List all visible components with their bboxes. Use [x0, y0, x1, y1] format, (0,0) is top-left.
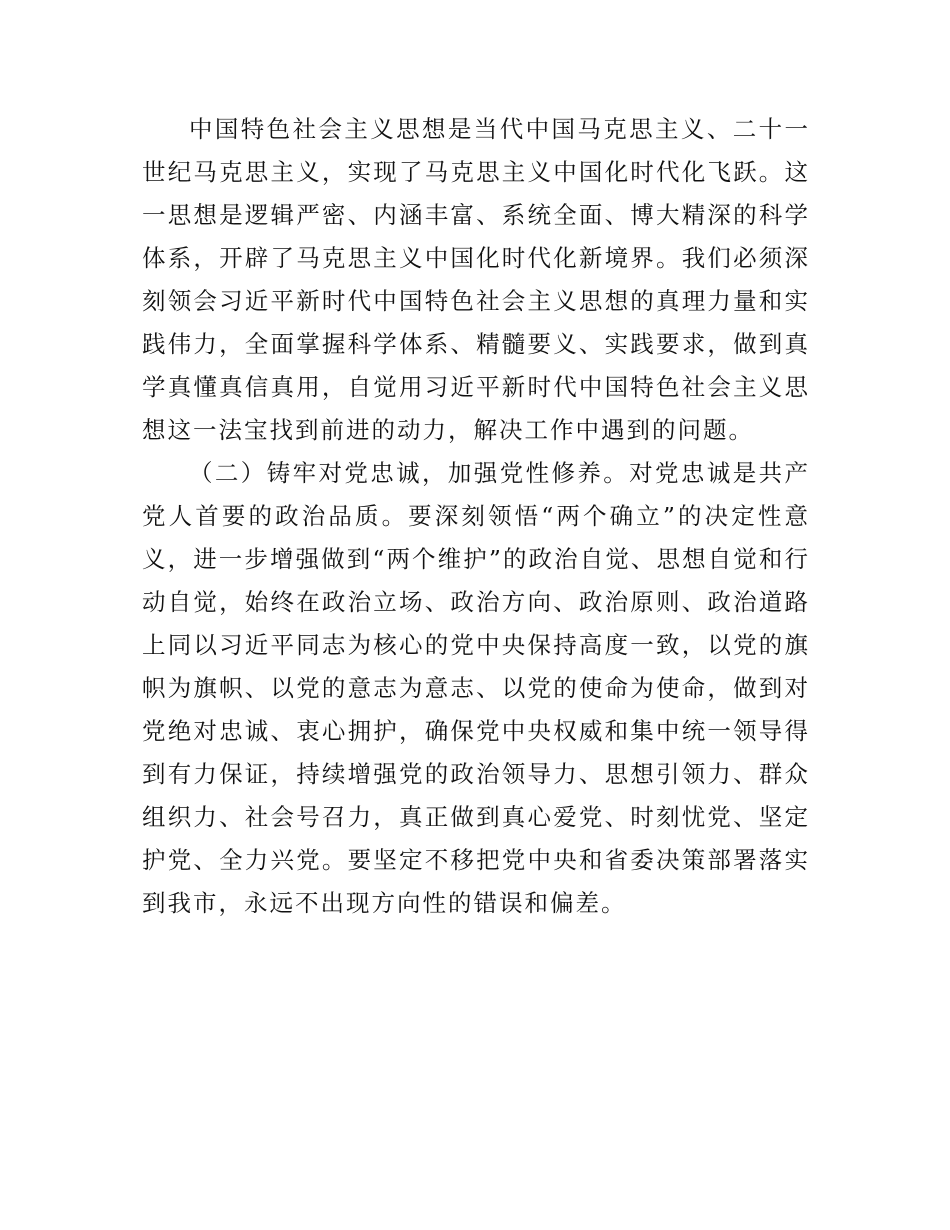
paragraph-thought: 中国特色社会主义思想是当代中国马克思主义、二十一世纪马克思主义，实现了马克思主义中国化时代化飞跃。这一思想是逻辑严密、内涵丰富、系统全面、博大精深的科学体系，开辟了马克思主义中国化时代化新境界。我们必须深刻领会习近平新时代中国特色社会主义思想的真理力量和实践伟力，全面掌握科学体系、精髓要义、实践要求，做到真学真懂真信真用，自觉用习近平新时代中国特色社会主义思想这一法宝找到前进的动力，解决工作中遇到的问题。: [142, 115, 810, 444]
document-body: [142, 108, 810, 925]
paragraph-loyalty: （二）铸牢对党忠诚，加强党性修养。对党忠诚是共产党人首要的政治品质。要深刻领悟“两个确立”的决定性意义，进一步增强做到“两个维护”的政治自觉、思想自觉和行动自觉，始终在政治立场、政治方向、政治原则、政治道路上同以习近平同志为核心的党中央保持高度一致，以党的旗帜为旗帜、以党的意志为意志、以党的使命为使命，做到对党绝对忠诚、衷心拥护，确保党中央权威和集中统一领导得到有力保证，持续增强党的政治领导力、思想引领力、群众组织力、社会号召力，真正做到真心爱党、时刻忧党、坚定护党、全力兴党。要坚定不移把党中央和省委决策部署落实到我市，永远不出现方向性的错误和偏差。: [142, 459, 810, 917]
